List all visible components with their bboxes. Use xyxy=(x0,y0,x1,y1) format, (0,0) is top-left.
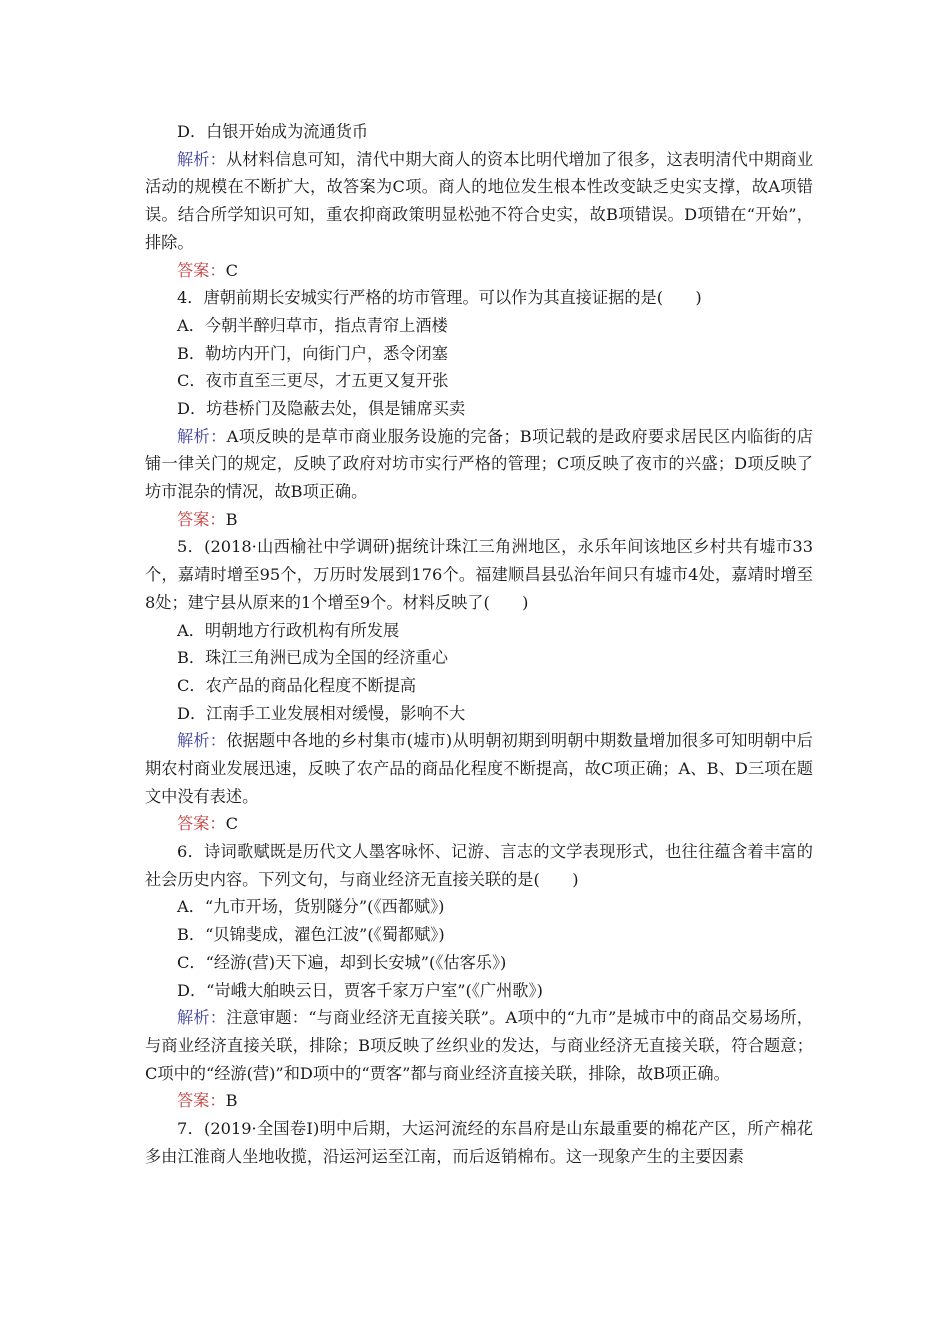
document-page xyxy=(145,118,813,1170)
q4-option-c: C．夜市直至三更尽，才五更又复开张 xyxy=(177,371,449,391)
q4-option-a: A．今朝半醉归草市，指点青帘上酒楼 xyxy=(177,315,448,335)
answer-value: B xyxy=(225,509,238,529)
q5-answer xyxy=(145,810,813,838)
q3-option-d: D．白银开始成为流通货币 xyxy=(177,122,369,141)
q5-analysis xyxy=(145,727,813,810)
q6-analysis xyxy=(145,1004,813,1087)
analysis-text: 从材料信息可知，清代中期大商人的资本比明代增加了很多，这表明清代中期商业活动的规模在不断扩大，故答案为C项。商人的地位发生根本性改变缺乏史实支撑，故A项错误。结合所学知识可知，重农抑商政策明显松弛不符合史实，故B项错误。D项错在“开始”，排除。 xyxy=(145,149,814,252)
analysis-text: 注意审题：“与商业经济无直接关联”。A项中的“九市”是城市中的商品交易场所，与商业经济直接关联，排除；B项反映了丝织业的发达，与商业经济无直接关联，符合题意；C项中的“经游(营)”和D项中的“贾客”都与商业经济直接关联，排除，故B项正确。 xyxy=(145,1008,813,1083)
answer-label: 答案： xyxy=(177,509,226,529)
answer-value: B xyxy=(225,1091,238,1111)
analysis-text: 依据题中各地的乡村集市(墟市)从明朝初期到明朝中期数量增加很多可知明朝中后期农村商业发展迅速，反映了农产品的商品化程度不断提高，故C项正确；A、B、D三项在题文中没有表述。 xyxy=(145,731,813,806)
q6-stem: 6．诗词歌赋既是历代文人墨客咏怀、记游、言志的文学表现形式，也往往蕴含着丰富的社会历史内容。下列文句，与商业经济无直接关联的是( ) xyxy=(145,842,813,889)
q3-analysis xyxy=(145,146,813,257)
q7-stem: 7．(2019·全国卷Ⅰ)明中后期，大运河流经的东昌府是山东最重要的棉花产区，所产棉花多由江淮商人坐地收揽，沿运河运至江南，而后返销棉布。这一现象产生的主要因素 xyxy=(145,1119,813,1166)
analysis-label: 解析： xyxy=(177,426,227,446)
q4-option-d: D．坊巷桥门及隐蔽去处，俱是铺席买卖 xyxy=(177,398,466,418)
answer-label: 答案： xyxy=(177,1091,226,1111)
analysis-text: A项反映的是草市商业服务设施的完备；B项记载的是政府要求居民区内临街的店铺一律关门的规定，反映了政府对坊市实行严格的管理；C项反映了夜市的兴盛；D项反映了坊市混杂的情况，故B项正确。 xyxy=(145,426,813,502)
q6-answer xyxy=(145,1087,813,1115)
q5-stem: 5．(2018·山西榆社中学调研)据统计珠江三角洲地区，永乐年间该地区乡村共有墟市33个，嘉靖时增至95个，万历时发展到176个。福建顺昌县弘治年间只有墟市4处，嘉靖时增至8处；建宁县从原来的1个增至9个。材料反映了( ) xyxy=(145,537,813,612)
q4-analysis xyxy=(145,423,813,506)
q4-option-b: B．勒坊内开门，向街门户，悉令闭塞 xyxy=(177,343,448,363)
q6-option-b: B．“贝锦斐成，濯色江波”(《蜀都赋》) xyxy=(177,925,445,945)
q5-option-b: B．珠江三角洲已成为全国的经济重心 xyxy=(177,648,448,668)
answer-label: 答案： xyxy=(177,260,226,280)
q6-option-c: C．“经游(营)天下遍，却到长安城”(《估客乐》) xyxy=(177,952,507,972)
q6-option-a: A．“九市开场，货别隧分”(《西都赋》) xyxy=(177,897,445,917)
answer-value: C xyxy=(225,260,238,280)
q6-option-d: D．“岢峨大舶映云日，贾客千家万户室”(《广州歌》) xyxy=(177,980,543,1000)
q5-option-a: A．明朝地方行政机构有所发展 xyxy=(177,620,400,640)
analysis-label: 解析： xyxy=(177,731,227,751)
q5-option-c: C．农产品的商品化程度不断提高 xyxy=(177,675,417,695)
analysis-label: 解析： xyxy=(177,149,226,169)
q5-option-d: D．江南手工业发展相对缓慢，影响不大 xyxy=(177,703,466,723)
q4-stem: 4．唐朝前期长安城实行严格的坊市管理。可以作为其直接证据的是( ) xyxy=(177,288,702,308)
answer-value: C xyxy=(225,814,238,834)
answer-label: 答案： xyxy=(177,814,226,834)
analysis-label: 解析： xyxy=(177,1008,227,1028)
q4-answer xyxy=(145,506,813,534)
q3-answer xyxy=(145,257,813,285)
